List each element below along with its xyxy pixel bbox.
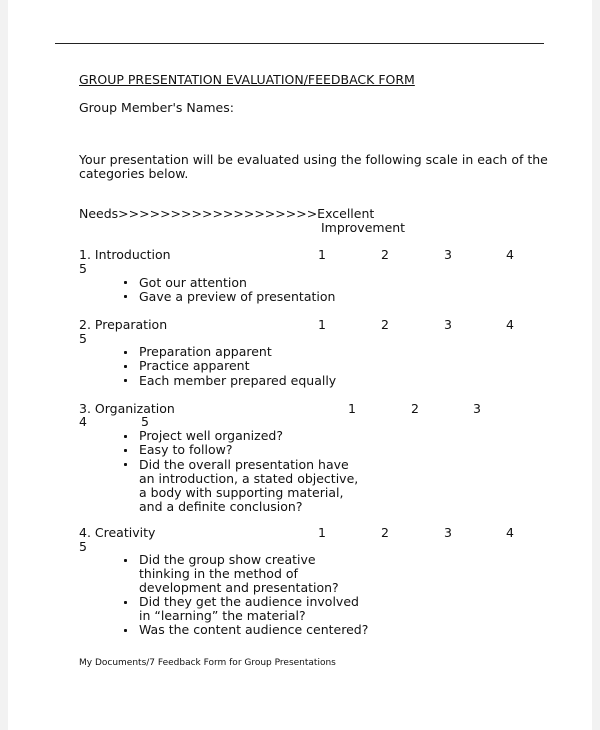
section-heading: 1. Introduction (79, 247, 171, 262)
score-4: 4 (79, 414, 87, 429)
bullet-text: Gave a preview of presentation (139, 289, 336, 304)
score-3: 3 (444, 247, 452, 262)
bullet-icon (124, 281, 127, 284)
score-2: 2 (411, 401, 419, 416)
document-page (8, 0, 592, 730)
bullet-text: Was the content audience centered? (139, 622, 369, 637)
bullet-text-continued: thinking in the method of (139, 566, 298, 581)
bullet-text: Project well organized? (139, 428, 283, 443)
bullet-icon (124, 295, 127, 298)
bullet-icon (124, 629, 127, 632)
scale-label-line-2: Improvement (321, 220, 406, 235)
bullet-text-continued: a body with supporting material, (139, 485, 344, 500)
bullet-text: Did the group show creative (139, 552, 316, 567)
score-4: 4 (506, 525, 514, 540)
scale-label-line-1: Needs>>>>>>>>>>>>>>>>>>>Excellent (79, 206, 375, 221)
bullet-text: Did they get the audience involved (139, 594, 359, 609)
score-2: 2 (381, 247, 389, 262)
bullet-icon (124, 365, 127, 368)
section-heading: 3. Organization (79, 401, 175, 416)
intro-line-1: Your presentation will be evaluated using the following scale in each of the (79, 152, 548, 167)
score-5: 5 (141, 414, 149, 429)
score-4: 4 (506, 317, 514, 332)
bullet-text: Preparation apparent (139, 344, 272, 359)
intro-line-2: categories below. (79, 166, 189, 181)
bullet-text-continued: an introduction, a stated objective, (139, 471, 359, 486)
header-rule (55, 43, 544, 44)
bullet-text-continued: and a definite conclusion? (139, 499, 303, 514)
score-5: 5 (79, 261, 87, 276)
members-label: Group Member's Names: (79, 100, 234, 115)
bullet-text: Got our attention (139, 275, 247, 290)
bullet-icon (124, 379, 127, 382)
score-3: 3 (444, 317, 452, 332)
score-5: 5 (79, 539, 87, 554)
form-title: GROUP PRESENTATION EVALUATION/FEEDBACK FORM (79, 72, 415, 87)
score-2: 2 (381, 525, 389, 540)
bullet-text: Each member prepared equally (139, 373, 337, 388)
bullet-text: Did the overall presentation have (139, 457, 349, 472)
bullet-icon (124, 559, 127, 562)
score-5: 5 (79, 331, 87, 346)
score-3: 3 (444, 525, 452, 540)
section-heading: 4. Creativity (79, 525, 156, 540)
bullet-icon (124, 449, 127, 452)
score-1: 1 (318, 525, 326, 540)
score-3: 3 (473, 401, 481, 416)
section-heading: 2. Preparation (79, 317, 168, 332)
page-footer: My Documents/7 Feedback Form for Group Presentations (79, 658, 336, 668)
score-1: 1 (318, 247, 326, 262)
bullet-text: Easy to follow? (139, 442, 233, 457)
score-4: 4 (506, 247, 514, 262)
bullet-text: Practice apparent (139, 358, 250, 373)
score-1: 1 (318, 317, 326, 332)
bullet-icon (124, 435, 127, 438)
bullet-text-continued: in “learning” the material? (139, 608, 306, 623)
score-2: 2 (381, 317, 389, 332)
bullet-icon (124, 601, 127, 604)
bullet-icon (124, 463, 127, 466)
score-1: 1 (348, 401, 356, 416)
bullet-icon (124, 351, 127, 354)
bullet-text-continued: development and presentation? (139, 580, 339, 595)
